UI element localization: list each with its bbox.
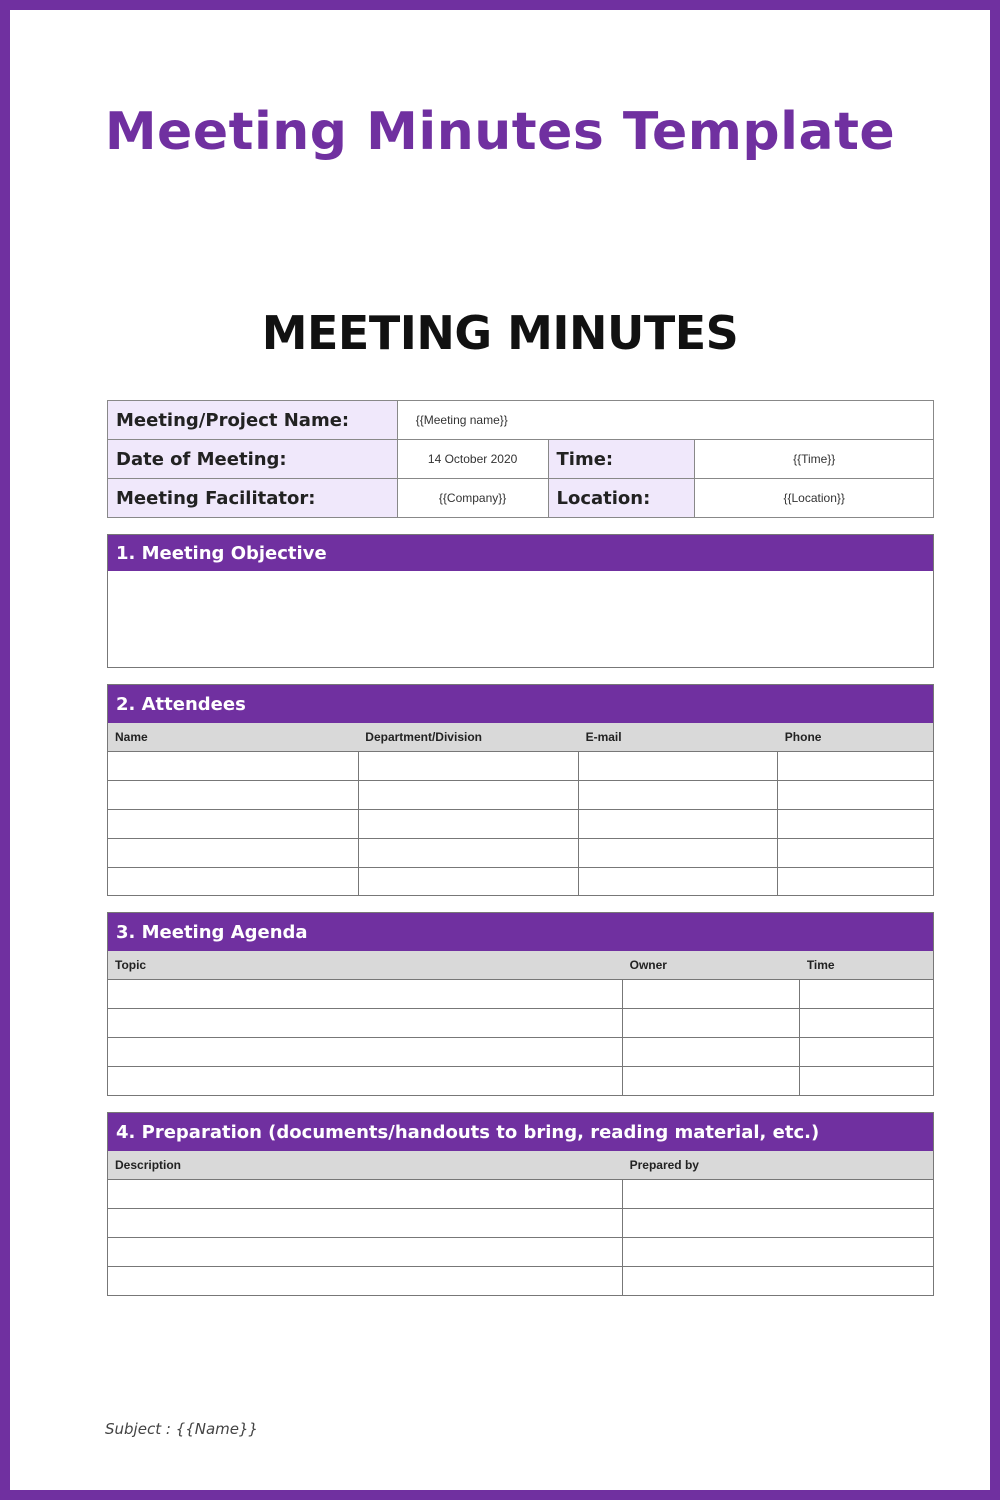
table-cell[interactable] bbox=[358, 751, 578, 780]
preparation-table bbox=[108, 1151, 933, 1295]
table-cell[interactable] bbox=[108, 1208, 623, 1237]
table-cell[interactable] bbox=[800, 979, 933, 1008]
table-cell[interactable] bbox=[358, 780, 578, 809]
table-cell[interactable] bbox=[778, 867, 933, 896]
table-row bbox=[108, 809, 933, 838]
table-cell[interactable] bbox=[778, 838, 933, 867]
project-name-label: Meeting/Project Name: bbox=[108, 401, 398, 440]
objective-section bbox=[107, 534, 934, 668]
agenda-header: 3. Meeting Agenda bbox=[108, 913, 933, 951]
agenda-section bbox=[107, 912, 934, 1096]
col-owner: Owner bbox=[623, 951, 800, 979]
document-title: MEETING MINUTES bbox=[261, 306, 739, 360]
table-cell[interactable] bbox=[579, 780, 778, 809]
table-cell[interactable] bbox=[579, 838, 778, 867]
col-phone: Phone bbox=[778, 723, 933, 751]
col-department: Department/Division bbox=[358, 723, 578, 751]
table-cell[interactable] bbox=[108, 751, 358, 780]
attendees-table bbox=[108, 723, 933, 896]
table-row bbox=[108, 1037, 933, 1066]
table-cell[interactable] bbox=[623, 1008, 800, 1037]
table-cell[interactable] bbox=[579, 809, 778, 838]
table-cell[interactable] bbox=[108, 809, 358, 838]
footer-subject: Subject : {{Name}} bbox=[105, 1420, 259, 1438]
table-cell[interactable] bbox=[623, 979, 800, 1008]
meeting-time-value[interactable]: {{Time}} bbox=[695, 440, 934, 479]
table-cell[interactable] bbox=[108, 1179, 623, 1208]
meeting-info-table bbox=[107, 400, 934, 518]
table-row bbox=[108, 780, 933, 809]
table-cell[interactable] bbox=[579, 867, 778, 896]
table-cell[interactable] bbox=[358, 838, 578, 867]
table-cell[interactable] bbox=[623, 1208, 933, 1237]
table-row bbox=[108, 979, 933, 1008]
attendees-header: 2. Attendees bbox=[108, 685, 933, 723]
table-cell[interactable] bbox=[108, 1008, 623, 1037]
table-row bbox=[108, 1237, 933, 1266]
table-cell[interactable] bbox=[108, 1037, 623, 1066]
col-name: Name bbox=[108, 723, 358, 751]
table-cell[interactable] bbox=[800, 1066, 933, 1095]
attendees-section bbox=[107, 684, 934, 896]
table-cell[interactable] bbox=[778, 809, 933, 838]
preparation-header: 4. Preparation (documents/handouts to bring, reading material, etc.) bbox=[108, 1113, 933, 1151]
table-cell[interactable] bbox=[108, 979, 623, 1008]
table-cell[interactable] bbox=[358, 867, 578, 896]
col-topic: Topic bbox=[108, 951, 623, 979]
objective-text-area[interactable] bbox=[108, 571, 933, 666]
col-email: E-mail bbox=[579, 723, 778, 751]
table-row bbox=[108, 1179, 933, 1208]
facilitator-label: Meeting Facilitator: bbox=[108, 479, 398, 518]
agenda-table bbox=[108, 951, 933, 1095]
table-cell[interactable] bbox=[108, 780, 358, 809]
project-name-value[interactable]: {{Meeting name}} bbox=[397, 401, 933, 440]
meeting-date-value[interactable]: 14 October 2020 bbox=[397, 440, 548, 479]
location-value[interactable]: {{Location}} bbox=[695, 479, 934, 518]
table-cell[interactable] bbox=[623, 1266, 933, 1295]
table-cell[interactable] bbox=[623, 1179, 933, 1208]
table-cell[interactable] bbox=[778, 751, 933, 780]
table-cell[interactable] bbox=[358, 809, 578, 838]
table-cell[interactable] bbox=[108, 1266, 623, 1295]
col-time: Time bbox=[800, 951, 933, 979]
col-description: Description bbox=[108, 1151, 623, 1179]
meeting-date-label: Date of Meeting: bbox=[108, 440, 398, 479]
location-label: Location: bbox=[548, 479, 695, 518]
objective-header: 1. Meeting Objective bbox=[108, 535, 933, 571]
table-cell[interactable] bbox=[623, 1037, 800, 1066]
meeting-time-label: Time: bbox=[548, 440, 695, 479]
preparation-section bbox=[107, 1112, 934, 1296]
table-cell[interactable] bbox=[800, 1037, 933, 1066]
table-cell[interactable] bbox=[778, 780, 933, 809]
table-row bbox=[108, 751, 933, 780]
table-cell[interactable] bbox=[623, 1237, 933, 1266]
table-row bbox=[108, 867, 933, 896]
table-row bbox=[108, 1066, 933, 1095]
table-cell[interactable] bbox=[623, 1066, 800, 1095]
table-row bbox=[108, 1266, 933, 1295]
table-row bbox=[108, 1008, 933, 1037]
table-cell[interactable] bbox=[108, 1237, 623, 1266]
facilitator-value[interactable]: {{Company}} bbox=[397, 479, 548, 518]
table-cell[interactable] bbox=[579, 751, 778, 780]
table-row bbox=[108, 1208, 933, 1237]
col-prepared-by: Prepared by bbox=[623, 1151, 933, 1179]
banner-title: Meeting Minutes Template bbox=[104, 102, 896, 162]
page bbox=[10, 10, 990, 1490]
table-cell[interactable] bbox=[108, 1066, 623, 1095]
table-cell[interactable] bbox=[800, 1008, 933, 1037]
table-cell[interactable] bbox=[108, 838, 358, 867]
table-cell[interactable] bbox=[108, 867, 358, 896]
table-row bbox=[108, 838, 933, 867]
